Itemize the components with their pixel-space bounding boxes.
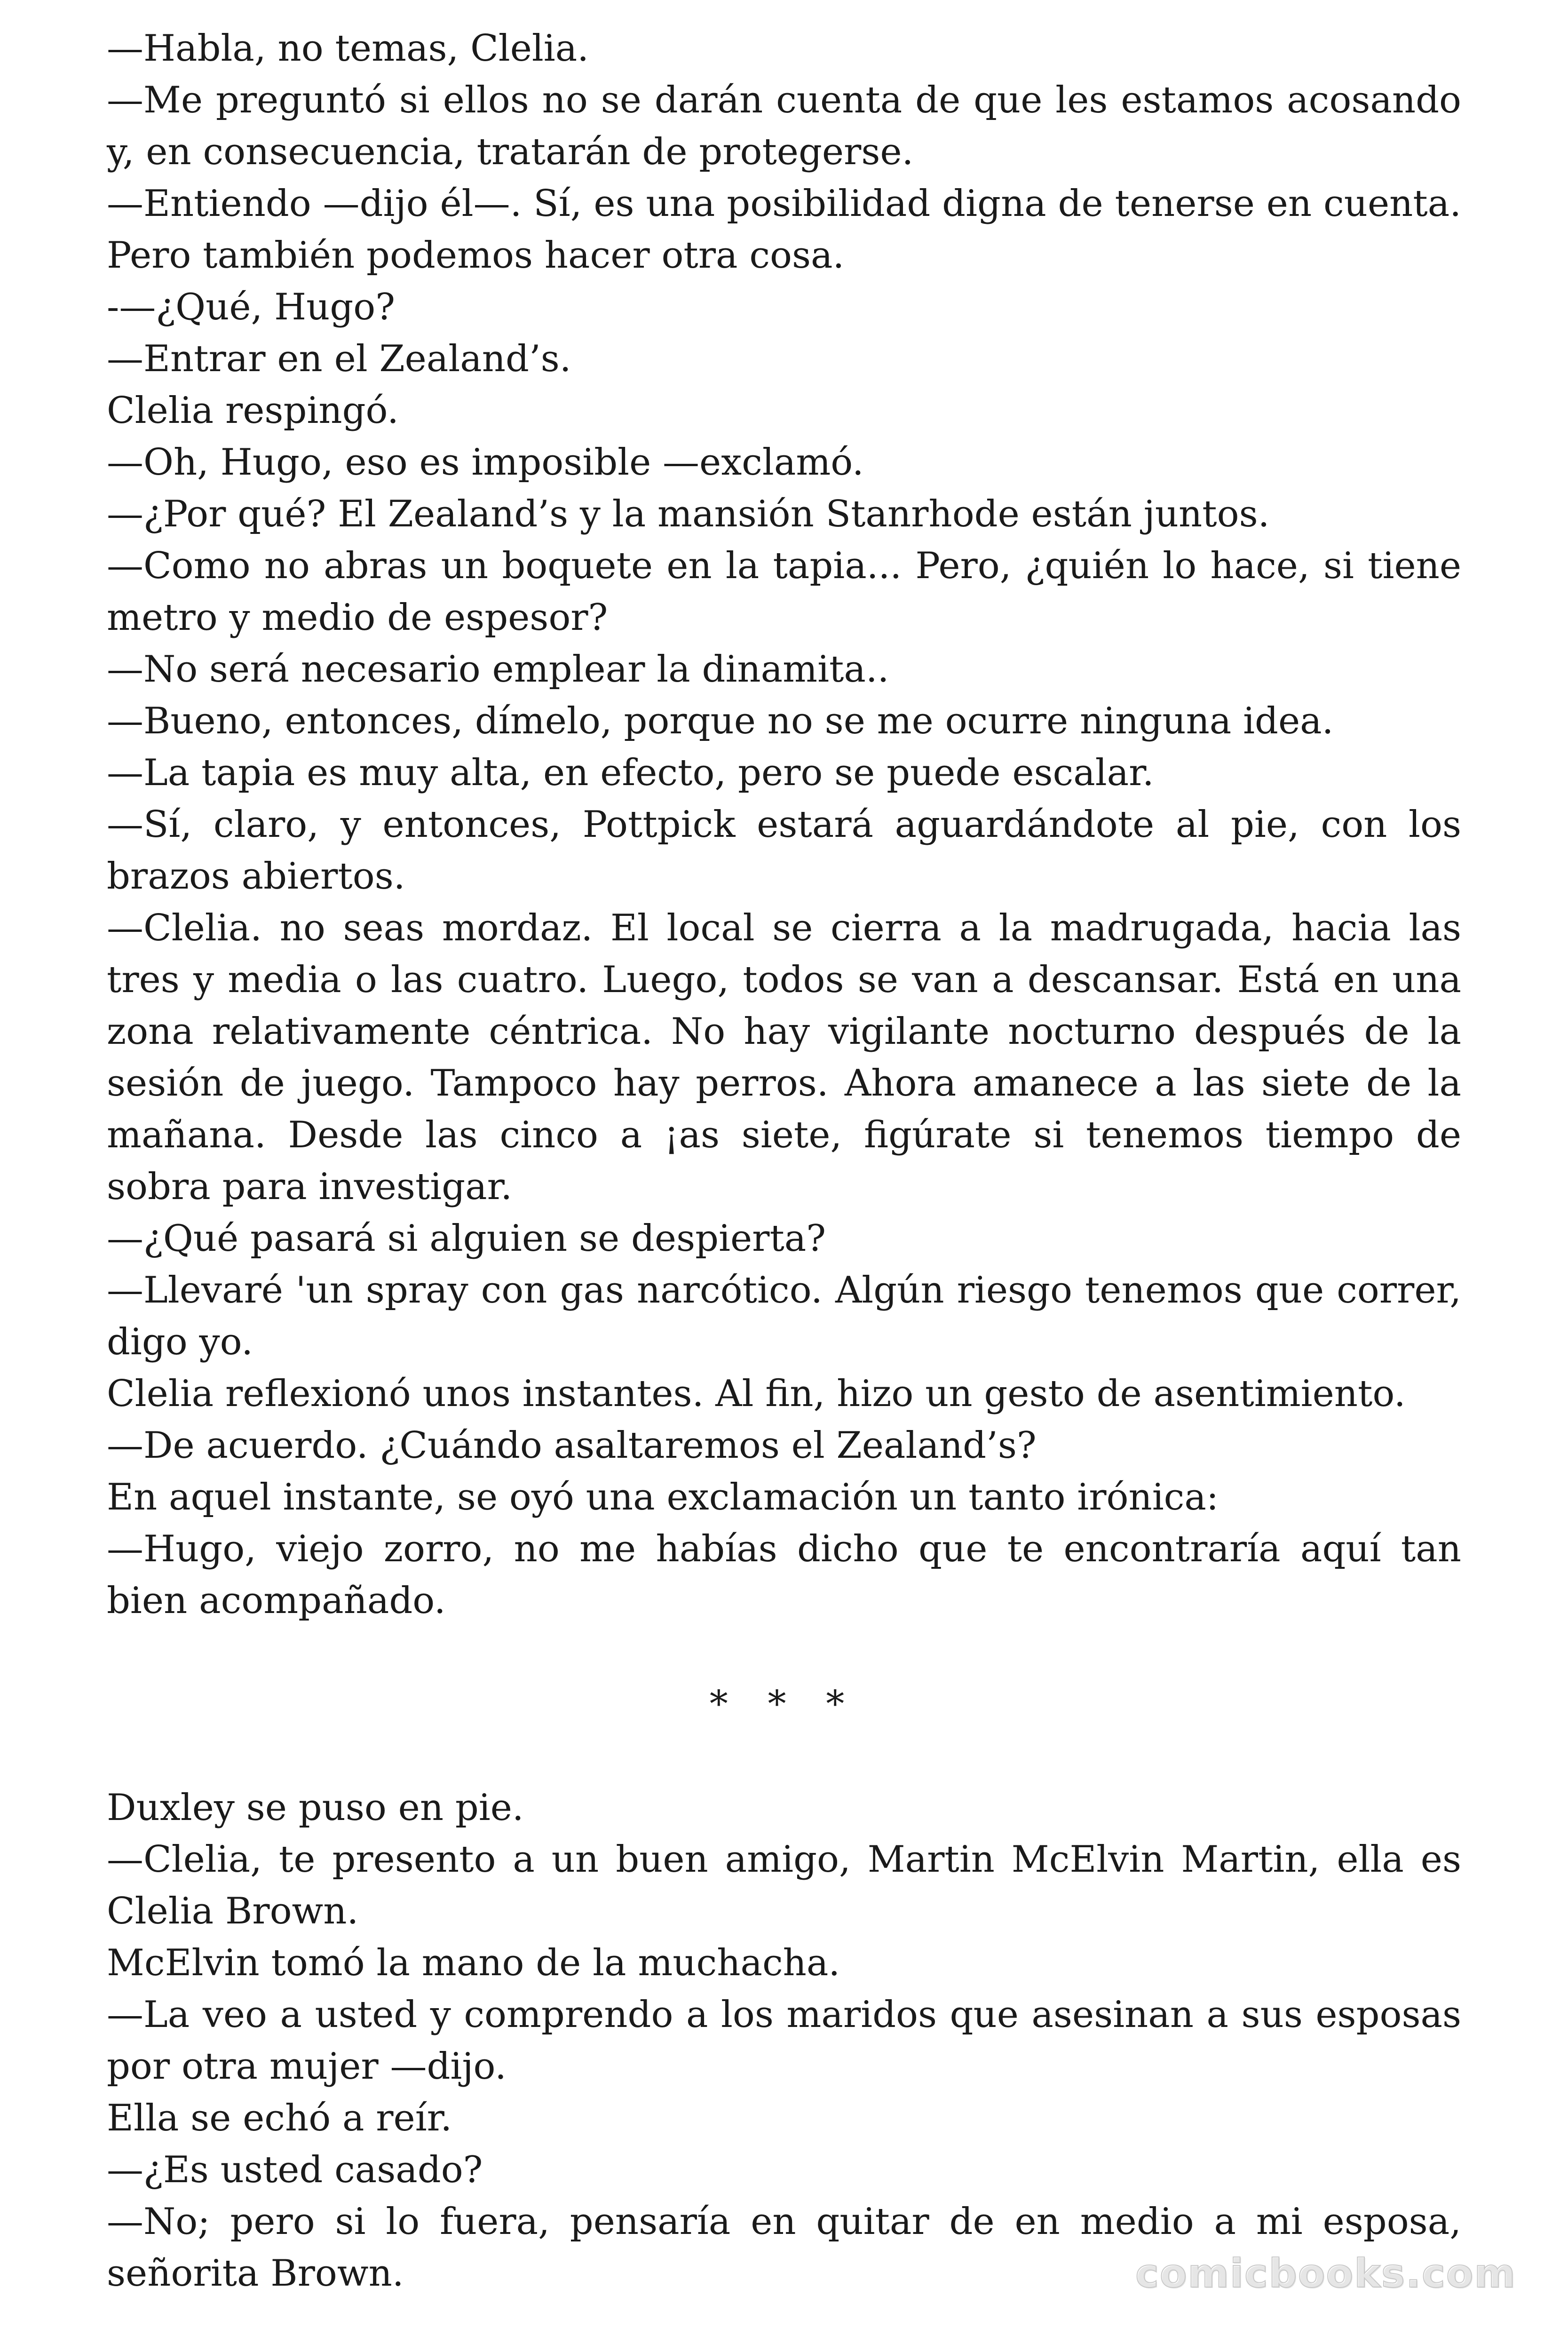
text-block-bottom [107, 1782, 1461, 2299]
paragraph: —¿Por qué? El Zealand’s y la mansión Stanrhode están juntos. [107, 493, 1270, 535]
paragraph: Duxley se puso en pie. [107, 1787, 524, 1829]
paragraph: —Me preguntó si ellos no se darán cuenta de que les estamos acosando y, en consecuencia, tratarán de protegerse. [107, 79, 1461, 173]
watermark: comicbooks.com [1135, 2250, 1516, 2296]
paragraph: —Llevaré 'un spray con gas narcótico. Algún riesgo tenemos que correr, digo yo. [107, 1269, 1461, 1363]
paragraph: Ella se echó a reír. [107, 2097, 452, 2139]
paragraph: McElvin tomó la mano de la muchacha. [107, 1942, 840, 1984]
paragraph: —No será necesario emplear la dinamita.. [107, 648, 889, 691]
page-content [107, 23, 1461, 2299]
paragraph: —De acuerdo. ¿Cuándo asaltaremos el Zealand’s? [107, 1424, 1037, 1467]
paragraph: —Entiendo —dijo él—. Sí, es una posibilidad digna de tenerse en cuenta. Pero también podemos hacer otra cosa. [107, 183, 1461, 277]
paragraph: —No; pero si lo fuera, pensaría en quitar de en medio a mi esposa, señorita Brown. [107, 2201, 1461, 2295]
paragraph: —Como no abras un boquete en la tapia... Pero, ¿quién lo hace, si tiene metro y medio de espesor? [107, 545, 1461, 639]
paragraph: —Oh, Hugo, eso es imposible —exclamó. [107, 441, 864, 484]
paragraph: —Sí, claro, y entonces, Pottpick estará aguardándote al pie, con los brazos abiertos. [107, 803, 1461, 898]
paragraph: Clelia reflexionó unos instantes. Al fin, hizo un gesto de asentimiento. [107, 1373, 1406, 1415]
paragraph: -—¿Qué, Hugo? [107, 286, 396, 328]
paragraph: —¿Es usted casado? [107, 2149, 483, 2191]
text-block-top [107, 23, 1461, 1627]
paragraph: —Habla, no temas, Clelia. [107, 27, 589, 70]
paragraph: —Clelia, te presento a un buen amigo, Martin McElvin Martin, ella es Clelia Brown. [107, 1838, 1461, 1932]
section-separator: * * * [709, 1683, 859, 1725]
paragraph: —La veo a usted y comprendo a los maridos que asesinan a sus esposas por otra mujer —dijo. [107, 1994, 1461, 2088]
paragraph: —¿Qué pasará si alguien se despierta? [107, 1217, 826, 1260]
paragraph: —Entrar en el Zealand’s. [107, 338, 571, 380]
paragraph: Clelia respingó. [107, 389, 399, 432]
paragraph: —La tapia es muy alta, en efecto, pero se puede escalar. [107, 752, 1154, 794]
paragraph: —Hugo, viejo zorro, no me habías dicho que te encontraría aquí tan bien acompañado. [107, 1528, 1461, 1622]
paragraph: —Clelia. no seas mordaz. El local se cierra a la madrugada, hacia las tres y media o las cuatro. Luego, todos se van a descansar. Está en una zona relativamente céntrica. No hay vigilante nocturno después de la sesión de juego. Tampoco hay perros. Ahora amanece a las siete de la mañana. Desde las cinco a ¡as siete, figúrate si tenemos tiempo de sobra para investigar. [107, 907, 1461, 1208]
paragraph: —Bueno, entonces, dímelo, porque no se me ocurre ninguna idea. [107, 700, 1334, 742]
paragraph: En aquel instante, se oyó una exclamación un tanto irónica: [107, 1476, 1219, 1518]
